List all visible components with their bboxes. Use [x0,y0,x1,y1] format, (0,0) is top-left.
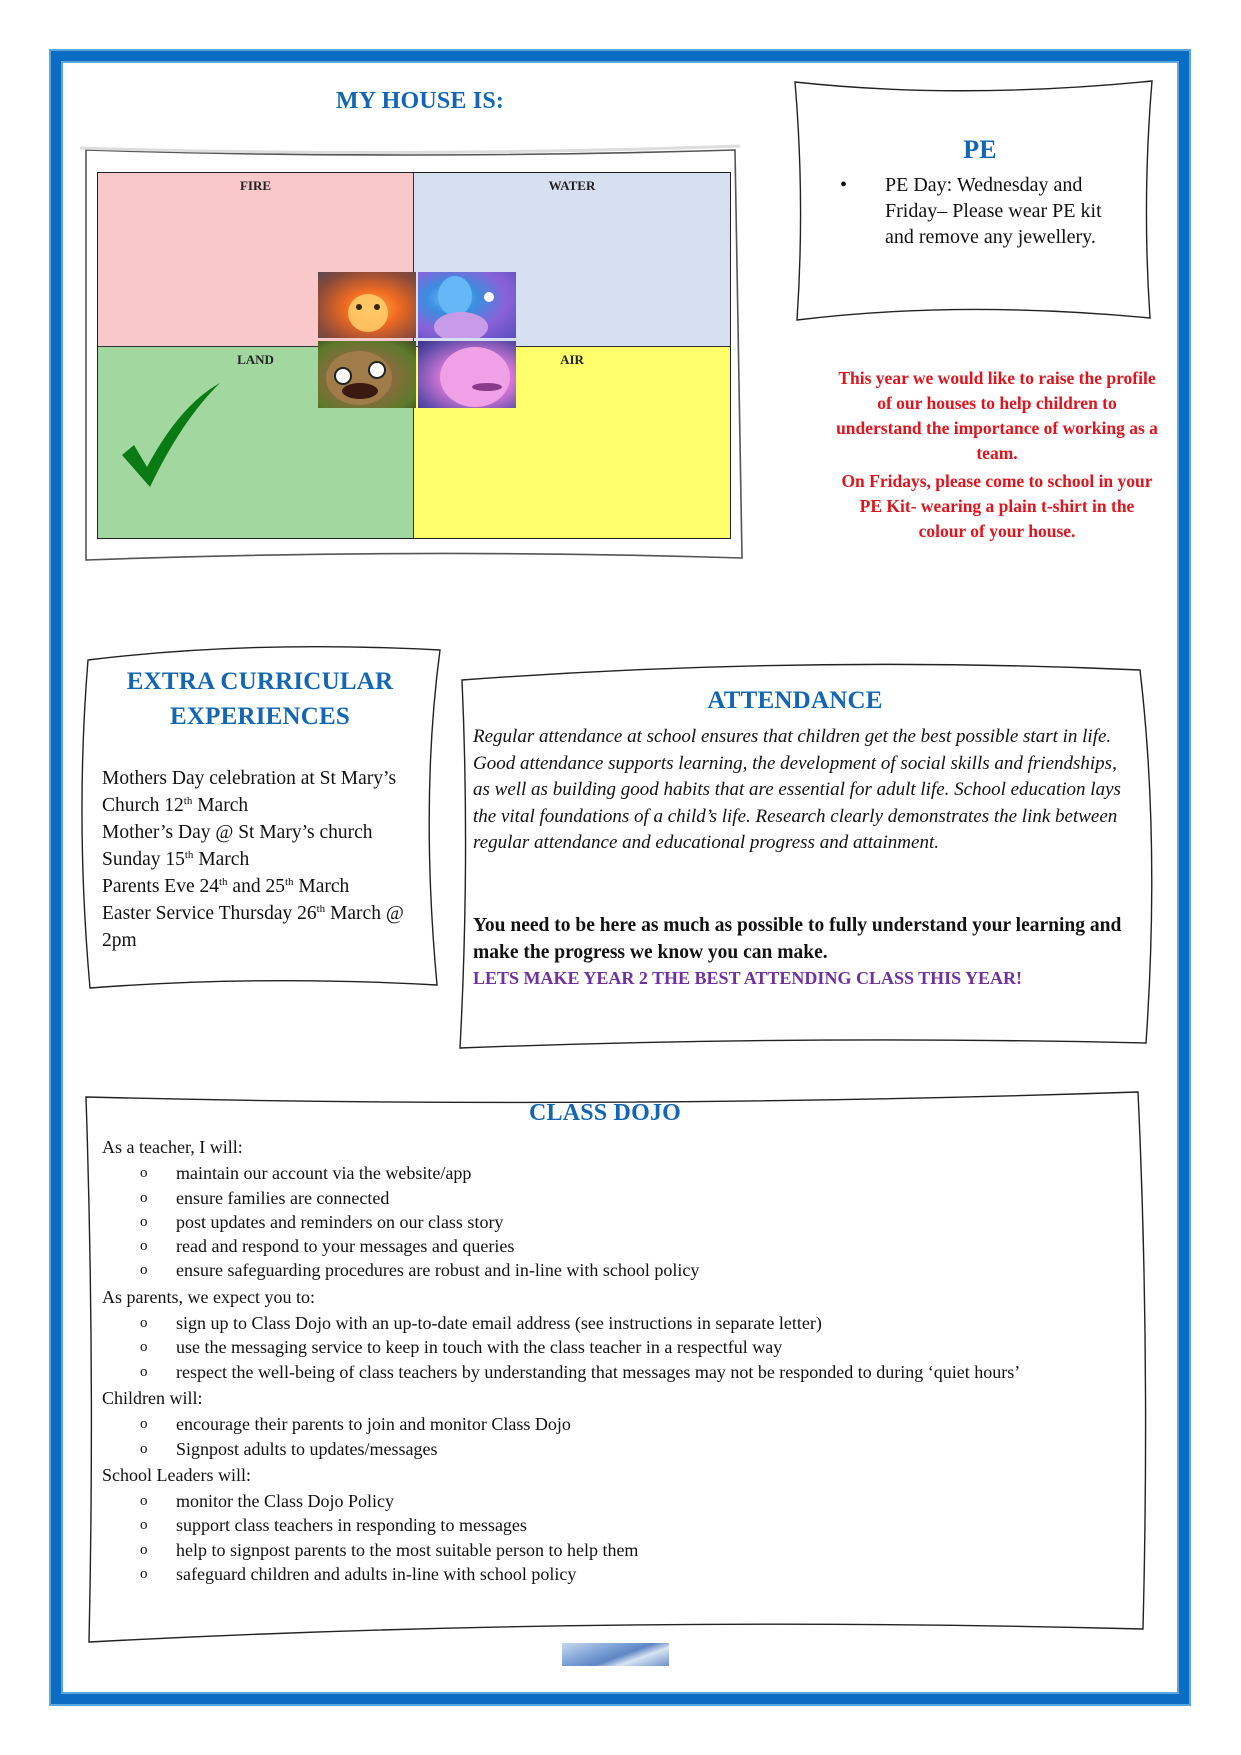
house-section-title: MY HOUSE IS: [335,88,505,114]
event-text: Parents Eve 24 [102,876,219,897]
circle-bullet-icon: o [140,1541,148,1558]
dojo-item-text: support class teachers in responding to messages [176,1515,527,1536]
bullet-icon: • [840,174,848,196]
dojo-list-item [102,1258,1132,1282]
attendance-title: ATTENDANCE [707,687,883,714]
event-text: March [293,876,350,897]
event-text: Mothers Day celebration at St Mary’s Church 12 [102,768,397,816]
dojo-item-text: monitor the Class Dojo Policy [176,1491,394,1512]
dojo-item-text: read and respond to your messages and queries [176,1236,515,1257]
circle-bullet-icon: o [140,1165,148,1182]
dojo-list [102,1161,1132,1282]
dojo-group-label: As a teacher, I will: [102,1137,243,1157]
ordinal-suffix: th [284,876,294,888]
event-text: Mother’s Day @ St Mary’s church Sunday 15 [102,822,373,870]
footer-sky-image [562,1643,669,1666]
circle-bullet-icon: o [140,1262,148,1279]
house-note-paragraph: On Fridays, please come to school in your PE Kit- wearing a plain t-shirt in the colour of your house. [841,471,1153,541]
event-text: March [192,795,249,816]
dojo-list [102,1311,1132,1384]
dojo-list-item [102,1186,1132,1210]
dojo-item-text: ensure families are connected [176,1187,390,1208]
dojo-list-item [102,1311,1132,1335]
event-text: Easter Service Thursday 26 [102,903,317,924]
dojo-list-item [102,1234,1132,1258]
ordinal-suffix: th [183,795,193,807]
circle-bullet-icon: o [140,1493,148,1510]
dojo-list-item [102,1360,1132,1384]
dojo-list-item [102,1161,1132,1185]
dojo-list-item [102,1562,1132,1586]
circle-bullet-icon: o [140,1416,148,1433]
dojo-item-text: safeguard children and adults in-line with school policy [176,1564,577,1585]
dojo-group-label: School Leaders will: [102,1464,251,1485]
circle-bullet-icon: o [140,1315,148,1332]
circle-bullet-icon: o [140,1517,148,1534]
pe-list-item-text: PE Day: Wednesday and Friday– Please wear PE kit and remove any jewellery. [885,174,1102,248]
dojo-list-item [102,1335,1132,1359]
dojo-item-text: respect the well-being of class teachers by understanding that messages may not be responded to during ‘quiet hours’ [176,1361,1021,1382]
dojo-item-text: post updates and reminders on our class story [176,1211,504,1232]
house-label-air: AIR [560,352,584,367]
circle-bullet-icon: o [140,1339,148,1356]
house-note-paragraph: This year we would like to raise the profile of our houses to help children to understand the importance of working as a team. [836,368,1158,463]
dojo-item-text: maintain our account via the website/app [176,1163,472,1184]
pe-title: PE [963,135,997,164]
class-dojo-title: CLASS DOJO [528,1100,682,1126]
dojo-item-text: sign up to Class Dojo with an up-to-date email address (see instructions in separate letter) [176,1313,822,1334]
circle-bullet-icon: o [140,1189,148,1206]
dojo-item-text: help to signpost parents to the most suitable person to help them [176,1539,639,1560]
event-text: March [193,849,250,870]
dojo-list-item [102,1489,1132,1513]
dojo-group-label: Children will: [102,1387,203,1408]
ordinal-suffix: th [316,903,326,915]
house-label-land: LAND [237,352,274,367]
dojo-item-text: Signpost adults to updates/messages [176,1438,438,1459]
dojo-group-label: As parents, we expect you to: [102,1286,315,1307]
attendance-emphasis: You need to be here as much as possible to fully understand your learning and make the progress we know you can make. [473,915,1122,963]
dojo-item-text: ensure safeguarding procedures are robust and in-line with school policy [176,1260,700,1281]
dojo-list-item [102,1513,1132,1537]
event-text: and 25 [227,876,285,897]
attendance-body: Regular attendance at school ensures that children get the best possible start in life. Good attendance supports learning, the development of social skills and friendships, as well as building good habits that are essential for adult life. School education lays the vital foundations of a child’s life. Research clearly demonstrates the link between regular attendance and educational progress and attainment. [473,726,1121,853]
dojo-list [102,1489,1132,1586]
house-label-fire: FIRE [239,178,272,193]
class-dojo-body [102,1135,1132,1588]
ordinal-suffix: th [218,876,228,888]
dojo-list-item [102,1210,1132,1234]
dojo-list-item [102,1437,1132,1461]
ordinal-suffix: th [184,849,194,861]
house-label-water: WATER [548,178,596,193]
circle-bullet-icon: o [140,1363,148,1380]
circle-bullet-icon: o [140,1238,148,1255]
extra-curricular-title: EXTRA CURRICULAR EXPERIENCES [126,668,394,730]
attendance-slogan: LETS MAKE YEAR 2 THE BEST ATTENDING CLASS THIS YEAR! [473,968,1022,988]
dojo-item-text: use the messaging service to keep in touch with the class teacher in a respectful way [176,1337,783,1358]
dojo-item-text: encourage their parents to join and monitor Class Dojo [176,1414,571,1435]
dojo-list-item [102,1412,1132,1436]
circle-bullet-icon: o [140,1566,148,1583]
circle-bullet-icon: o [140,1213,148,1230]
dojo-list [102,1412,1132,1461]
event-text: March @ 2pm [102,903,404,951]
dojo-list-item [102,1538,1132,1562]
circle-bullet-icon: o [140,1440,148,1457]
